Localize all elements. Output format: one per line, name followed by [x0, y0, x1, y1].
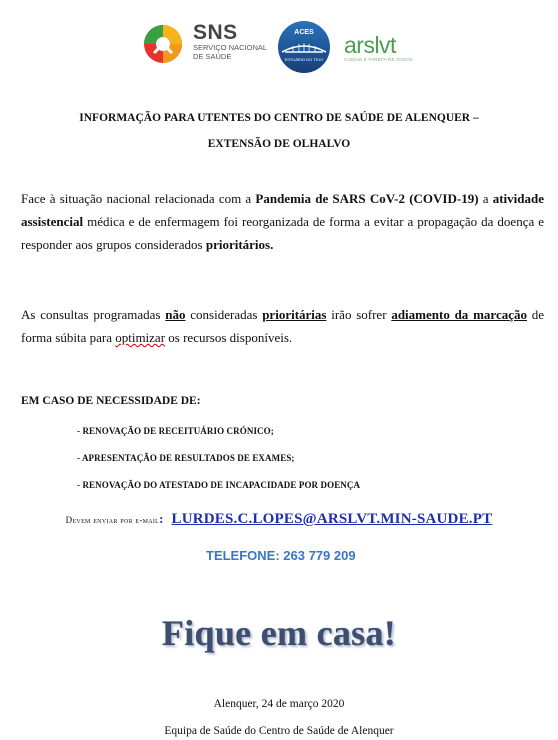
- footer-team: Equipa de Saúde do Centro de Saúde de Alenquer: [164, 725, 394, 737]
- para2-text-2: consideradas: [185, 307, 263, 322]
- document-title-line1: INFORMAÇÃO PARA UTENTES DO CENTRO DE SAÚDE DE ALENQUER –: [79, 112, 479, 124]
- document-title-line2: EXTENSÃO DE OLHALVO: [207, 138, 351, 150]
- email-colon: :: [159, 511, 164, 526]
- footer-place-date: Alenquer, 24 de março 2020: [213, 698, 345, 710]
- sns-logo-name: SNS: [193, 21, 238, 44]
- email-label: Devem enviar por e-mail: [65, 515, 160, 525]
- para2-text-3: irão sofrer: [326, 307, 392, 322]
- need-item-prescription: - RENOVAÇÃO DE RECEITUÁRIO CRÓNICO;: [77, 426, 274, 436]
- para2-text-1: As consultas programadas: [21, 307, 166, 322]
- email-row: [0, 510, 558, 528]
- arslvt-logo-name: arslvt: [344, 32, 396, 58]
- para1-bold-activity: atividade assistencial: [21, 191, 544, 229]
- email-link[interactable]: LURDES.C.LOPES@ARSLVT.MIN-SAUDE.PT: [171, 511, 493, 527]
- paragraph-postponement: [21, 303, 544, 349]
- sns-logo-line1: SERVIÇO NACIONAL: [193, 43, 268, 52]
- para2-text-5: os recursos disponíveis.: [165, 330, 293, 345]
- para2-bold-priority: prioritárias: [262, 307, 327, 322]
- para1-text-2: a: [478, 191, 493, 206]
- paragraph-reorganization: [21, 187, 544, 256]
- need-heading: EM CASO DE NECESSIDADE DE:: [21, 395, 201, 407]
- sns-logo-text: [193, 22, 267, 61]
- header-logos: [140, 20, 440, 76]
- sns-logo-icon: [142, 23, 184, 65]
- para1-bold-pandemic: Pandemia de SARS CoV-2 (COVID-19): [255, 191, 479, 206]
- para1-bold-priority: prioritários.: [205, 237, 274, 252]
- para2-spellcheck-word: optimizar: [115, 330, 166, 345]
- arslvt-logo: [344, 34, 413, 63]
- aces-logo-top: ACES: [294, 29, 314, 36]
- aces-logo-bottom: ESTUÁRIO DO TEJO: [284, 57, 324, 62]
- phone-number: TELEFONE: 263 779 209: [206, 548, 356, 563]
- slogan-stay-home: Fique em casa!: [161, 613, 397, 653]
- para1-text-3: médica e de enfermagem foi reorganizada de forma a evitar a propagação da doença e responder aos grupos considerados: [21, 214, 544, 252]
- para1-text-1: Face à situação nacional relacionada com a: [21, 191, 256, 206]
- sns-logo-line2: DE SAÚDE: [193, 52, 232, 61]
- para2-bold-not: não: [165, 307, 186, 322]
- arslvt-logo-tagline: CUIDAR É TAREFA DE TODOS: [344, 57, 413, 62]
- aces-logo-icon: [277, 20, 331, 74]
- need-item-sick-certificate: - RENOVAÇÃO DO ATESTADO DE INCAPACIDADE POR DOENÇA: [77, 480, 361, 490]
- para2-text-4: de forma súbita para: [21, 307, 545, 345]
- para2-bold-postponement: adiamento da marcação: [391, 307, 527, 322]
- need-item-exam-results: - APRESENTAÇÃO DE RESULTADOS DE EXAMES;: [77, 453, 295, 463]
